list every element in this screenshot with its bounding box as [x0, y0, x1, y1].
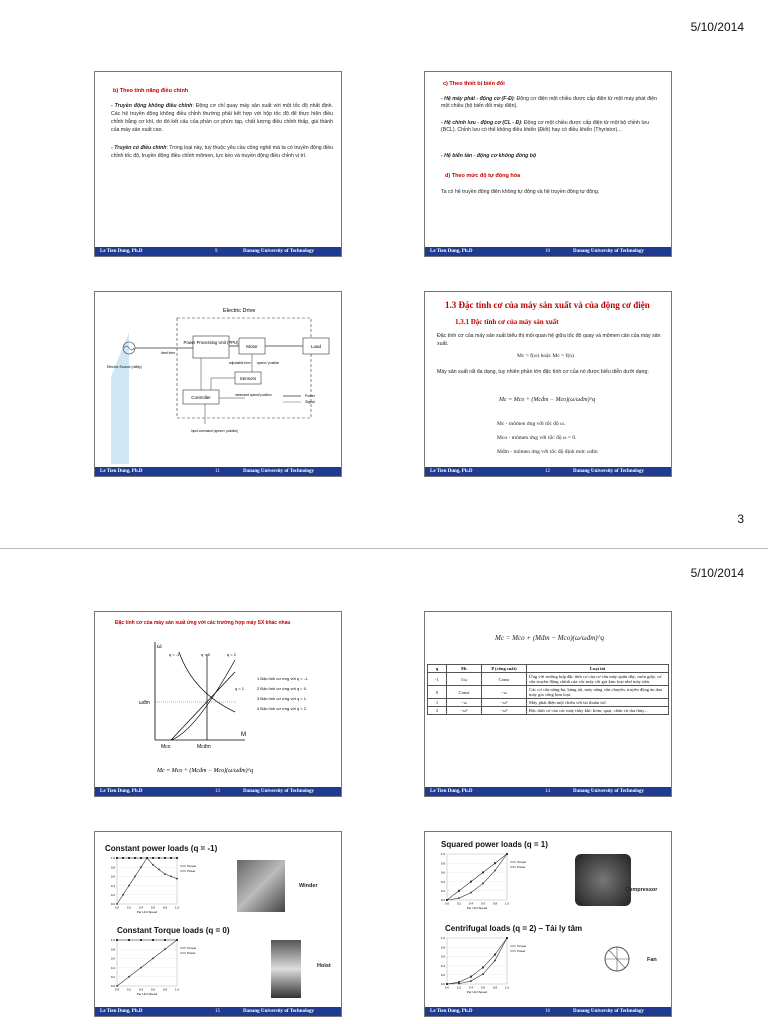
data-point [152, 939, 154, 941]
data-point [470, 881, 472, 883]
slide-footer: Le Tien Dung, Ph.D 11 Danang University of Technology [95, 467, 341, 476]
table-row: 2 ~ω² ~ω³ Đặc tính cơ của các máy thủy khí: bơm, quạt, chân vịt tàu thủy... [428, 707, 669, 715]
data-point [158, 857, 160, 859]
data-point [140, 939, 142, 941]
x-tick-label: 0.2 [126, 905, 132, 910]
data-point [134, 857, 136, 859]
slide-footer: Le Tien Dung, Ph.D 12 Danang University of Technology [425, 467, 671, 476]
page-number: 3 [737, 512, 744, 526]
data-point [164, 939, 166, 941]
data-point [140, 967, 142, 969]
slide-14 [424, 611, 672, 797]
legend-power: Power [305, 394, 315, 398]
legend-label: Torque [187, 946, 197, 950]
data-point [482, 973, 484, 975]
sensors-label: Sensors [239, 376, 257, 381]
drive-title: Electric Drive [223, 308, 256, 314]
slide-heading: b) Theo tính năng điều chỉnh [113, 88, 189, 94]
data-point [494, 870, 496, 872]
y-tick-label: 0.4 [110, 883, 115, 888]
chart-title: Constant power loads (q = -1) [105, 844, 218, 853]
data-point [164, 948, 166, 950]
fan-label: Fan [647, 957, 657, 963]
slide-15 [94, 831, 342, 1017]
source-shape [111, 332, 129, 464]
y-tick-label: 0.0 [110, 902, 115, 907]
motor-label: Motor [246, 344, 258, 349]
x-tick-label: 0.0 [444, 901, 450, 906]
data-point [128, 939, 130, 941]
data-point [140, 866, 142, 868]
data-point [176, 939, 178, 941]
y-tick-label: 0.0 [440, 982, 445, 987]
data-point [458, 890, 460, 892]
slide-footer: Le Tien Dung, Ph.D 13 Danang University of Technology [95, 787, 341, 796]
x-tick-label: 1.0 [504, 985, 510, 990]
y-tick-label: 0.2 [110, 893, 115, 897]
slide-9 [94, 71, 342, 257]
load-table [427, 664, 669, 715]
load-label: Load [310, 344, 322, 349]
y-tick-label: 0.8 [440, 861, 445, 866]
y-tick-label: 0.4 [110, 965, 115, 970]
winder-label: Winder [299, 883, 318, 889]
measured-label: measured speed/ position [235, 393, 272, 397]
data-point [164, 857, 166, 859]
x-axis-label: Per Unit Speed [136, 910, 158, 914]
data-point [446, 983, 448, 985]
legend-label: Power [187, 869, 196, 873]
data-point [152, 958, 154, 960]
x-tick-label: 1.0 [504, 901, 510, 906]
slide-item: - Hệ máy phát - động cơ (F-Đ): Động cơ điện một chiều được cấp điện từ một máy phát điện một chiều (bộ biến đổi máy điện). [441, 96, 657, 109]
page-divider [0, 548, 768, 549]
centrifugal-chart [433, 934, 533, 1000]
y-tick-label: 0.2 [440, 889, 445, 893]
legend-item: 3 Đặc tính cơ ứng với q = 1. [257, 696, 308, 701]
y-tick-label: 0.0 [110, 984, 115, 989]
legend-label: Torque [517, 944, 527, 948]
axis-x-label: M [241, 732, 246, 738]
slide-10 [424, 71, 672, 257]
fixed-form-label: fixed form [161, 351, 175, 355]
axis-y-label: ω [157, 644, 162, 650]
data-point [116, 903, 118, 905]
data-point [152, 857, 154, 859]
constant-power-chart [103, 854, 203, 920]
legend-label: Power [187, 951, 196, 955]
data-point [494, 862, 496, 864]
q-label: q = 2 [227, 652, 237, 657]
compressor-photo [575, 854, 631, 906]
data-point [152, 864, 154, 866]
hoist-photo [271, 940, 301, 998]
legend-item: 2 Đặc tính cơ ứng với q = 0. [257, 686, 308, 691]
y-tick-label: 0.4 [440, 879, 445, 884]
slide-title: Đặc tính cơ của máy sản xuất ứng với các trường hợp máy SX khác nhau [115, 620, 291, 626]
x-tick-label: 0.6 [150, 905, 156, 910]
slide-footer: Le Tien Dung, Ph.D 10 Danang University of Technology [425, 247, 671, 256]
slide-item: - Hệ biến tần - động cơ không đồng bộ [441, 153, 537, 159]
data-point [482, 883, 484, 885]
source-label: Electric Source (utility) [107, 365, 142, 369]
y-tick-label: 0.2 [440, 973, 445, 977]
x-tick-label: 0.2 [456, 985, 462, 990]
input-command-label: input command (speed / position) [191, 429, 239, 433]
table-header-row [428, 665, 669, 673]
y-tick-label: 0.4 [440, 963, 445, 968]
q-label: q = 1 [235, 686, 245, 691]
x-tick-label: 0.8 [162, 987, 168, 992]
slide-11 [94, 291, 342, 477]
data-point [134, 876, 136, 878]
y-tick-label: 1.0 [110, 856, 115, 861]
table-header: Mc [447, 665, 482, 673]
y-tick-label: 0.6 [440, 870, 445, 875]
data-point [116, 939, 118, 941]
mechanical-characteristic-chart [95, 612, 341, 788]
slide-footer: Le Tien Dung, Ph.D 9 Danang University of Technology [95, 247, 341, 256]
data-point [506, 937, 508, 939]
data-point [470, 892, 472, 894]
squared-power-chart [433, 850, 533, 916]
x-tick-label: 0.0 [114, 905, 120, 910]
data-point [122, 857, 124, 859]
data-point [164, 873, 166, 875]
data-point [116, 857, 118, 859]
x-tick-label: 0.4 [138, 905, 144, 910]
adjustable-form-label: adjustable form [229, 361, 251, 365]
x-tick-label: 0.6 [480, 985, 486, 990]
x-tick-label: 0.0 [444, 985, 450, 990]
data-point [146, 857, 148, 859]
y-tick-label: 0.0 [440, 898, 445, 903]
chart-title: Squared power loads (q = 1) [441, 840, 548, 849]
data-point [446, 899, 448, 901]
compressor-label: Compressor [625, 887, 658, 893]
y-tick-label: 1.0 [110, 938, 115, 943]
legend-label: Power [517, 949, 526, 953]
data-point [122, 894, 124, 896]
definition: Mđm - mômen ứng với tốc độ định mức ωđm [497, 449, 598, 455]
x-tick-label: 0.4 [468, 985, 474, 990]
legend-label: Torque [517, 860, 527, 864]
table-row: -1 1/ω Const Ứng với trường hợp đặc tính cơ của cơ cấu máy quấn dây, cuốn giấy, cơ cấu truyền động chính của các máy cắt gọt kim loại như máy tiện. [428, 673, 669, 686]
formula: Mc = f(ω) hoặc Mc = f(n) [517, 353, 574, 359]
fan-icon [601, 944, 637, 974]
plot-area [447, 938, 507, 984]
x-tick-label: 0.8 [492, 901, 498, 906]
table-header: Loại tải [527, 665, 669, 673]
x-axis-label: Per Unit Speed [466, 990, 488, 994]
slide-heading: d) Theo mức độ tự động hóa [445, 173, 521, 179]
constant-torque-chart [103, 936, 203, 1002]
x-tick-label: 0.6 [150, 987, 156, 992]
definition: Mc - mômen ứng với tốc độ ω. [497, 421, 566, 427]
data-point [470, 976, 472, 978]
page-date: 5/10/2014 [690, 566, 744, 580]
slide-12 [424, 291, 672, 477]
x-tick-label: 1.0 [174, 987, 180, 992]
legend-signal: Signal [305, 400, 315, 404]
x-tick-label: 0.2 [456, 901, 462, 906]
y-tick-label: 0.6 [110, 956, 115, 961]
table-header: q [428, 665, 447, 673]
ppu-label: Power Processing Unit (PPU) [183, 340, 239, 345]
slide-paragraph: Máy sản xuất rất đa dạng, tuy nhiên phần lớn đặc tính cơ của nó được biểu diễn dưới dạng: [437, 369, 649, 375]
table-row: 0 Const ~ω Các cơ cấu nâng-hạ, băng tải, máy nâng vận chuyển, truyền động ăn dao máy gia công kim loại. [428, 686, 669, 699]
x-tick-label: 0.8 [492, 985, 498, 990]
slide-paragraph: - Truyền động không điều chỉnh: Động cơ chỉ quay máy sản xuất với một tốc độ nhất định. Các hệ truyền động không điều chỉnh thường phải kết hợp với hộp tốc độ để thực hiện điều chỉnh bằng cơ khí, do đó kết cấu của phần cơ phức tạp, chất lượng điều chỉnh thấp, giá thành của máy sản xuất cao. [111, 103, 333, 133]
curve-q1 [171, 672, 235, 740]
y-tick-label: 0.2 [110, 975, 115, 979]
data-point [116, 985, 118, 987]
electric-drive-diagram [95, 292, 341, 468]
data-point [176, 878, 178, 880]
y-tick-label: 1.0 [440, 852, 445, 857]
m-cdm-label: Mcđm [197, 744, 211, 750]
data-point [128, 857, 130, 859]
data-point [158, 869, 160, 871]
slide-paragraph: Ta có hệ truyền động điện không tự động và hệ truyền động tự động. [441, 189, 600, 195]
chart-title: Constant Torque loads (q = 0) [117, 926, 230, 935]
y-tick-label: 0.8 [440, 945, 445, 950]
table-header: P (công suất) [482, 665, 527, 673]
slide-paragraph: - Truyền có điều chỉnh: Trong loại này, tuỳ thuộc yêu cầu công nghệ mà ta có truyền động điều chỉnh tốc độ, truyền động điều chỉnh mômen, lực kéo và truyền động điều chỉnh vị trí. [111, 145, 333, 159]
chart-title: Centrifugal loads (q = 2) – Tải ly tâm [445, 924, 583, 933]
x-tick-label: 0.2 [126, 987, 132, 992]
speed-position-label: speed / position [257, 361, 280, 365]
data-point [128, 885, 130, 887]
data-point [458, 983, 460, 985]
slide-footer: Le Tien Dung, Ph.D 14 Danang University of Technology [425, 787, 671, 796]
controller-label: Controller [191, 395, 211, 400]
slide-13 [94, 611, 342, 797]
definition: Mco - mômen ứng với tốc độ ω = 0. [497, 435, 577, 441]
hoist-label: Hoist [317, 963, 331, 969]
slide-heading: c) Theo thiết bị biến đổi [443, 81, 505, 87]
slide-paragraph: Đặc tính cơ của máy sản xuất biểu thị mối quan hệ giữa tốc độ quay và mômen cản của máy sản xuất. [437, 333, 661, 347]
x-tick-label: 0.6 [480, 901, 486, 906]
data-point [170, 876, 172, 878]
q-label: q = 0 [201, 652, 211, 657]
y-tick-label: 0.8 [110, 865, 115, 870]
w-dm-label: ωđm [139, 700, 150, 706]
slide-16 [424, 831, 672, 1017]
y-tick-label: 0.6 [110, 874, 115, 879]
page-date: 5/10/2014 [690, 20, 744, 34]
winder-photo [237, 860, 285, 912]
formula: Mc = Mco + (Mcđm − Mco)(ω/ωđm)^q [157, 768, 254, 774]
formula: Mc = Mco + (Mcđm − Mco)(ω/ωđm)^q [499, 397, 596, 403]
data-point [494, 954, 496, 956]
y-tick-label: 1.0 [440, 936, 445, 941]
data-point [458, 897, 460, 899]
data-point [470, 980, 472, 982]
m-co-label: Mco [161, 744, 171, 750]
data-point [506, 853, 508, 855]
data-point [170, 857, 172, 859]
data-point [482, 966, 484, 968]
data-point [140, 857, 142, 859]
legend-label: Torque [187, 864, 197, 868]
x-tick-label: 1.0 [174, 905, 180, 910]
q-label: q = -1 [169, 652, 180, 657]
slide-subtitle: 1.3.1 Đặc tính cơ của máy sản xuất [455, 318, 559, 326]
y-tick-label: 0.8 [110, 947, 115, 952]
slide-title: 1.3 Đặc tính cơ của máy sản xuất và của động cơ điện [445, 300, 650, 310]
data-point [482, 871, 484, 873]
curve-q2 [171, 660, 235, 740]
legend-label: Power [517, 865, 526, 869]
data-point [128, 976, 130, 978]
legend-item: 1 Đặc tính cơ ứng với q = -1. [257, 676, 309, 681]
legend-item: 4 Đặc tính cơ ứng với q = 2. [257, 706, 308, 711]
slide-footer: Le Tien Dung, Ph.D 16 Danang University of Technology [425, 1007, 671, 1016]
slide-item: - Hệ chỉnh lưu - động cơ (CL - Đ): Động cơ một chiều được cấp điện từ một bộ chỉnh lưu (BCL). Chỉnh lưu có thể không điều khiển (Điốt) hay có điều khiển (Thyristor)... [441, 120, 649, 133]
table-row: 1 ~ω ~ω² Máy phát điện một chiều với tải thuần trở. [428, 699, 669, 707]
x-tick-label: 0.4 [468, 901, 474, 906]
slide-footer: Le Tien Dung, Ph.D 15 Danang University of Technology [95, 1007, 341, 1016]
data-point [176, 857, 178, 859]
y-tick-label: 0.6 [440, 954, 445, 959]
x-tick-label: 0.8 [162, 905, 168, 910]
plot-area [117, 858, 177, 904]
x-axis-label: Per Unit Speed [466, 906, 488, 910]
formula: Mc = Mco + (Mđm − Mco)(ω/ωđm)^q [495, 634, 605, 642]
x-tick-label: 0.4 [138, 987, 144, 992]
x-axis-label: Per Unit Speed [136, 992, 158, 996]
data-point [494, 960, 496, 962]
x-tick-label: 0.0 [114, 987, 120, 992]
